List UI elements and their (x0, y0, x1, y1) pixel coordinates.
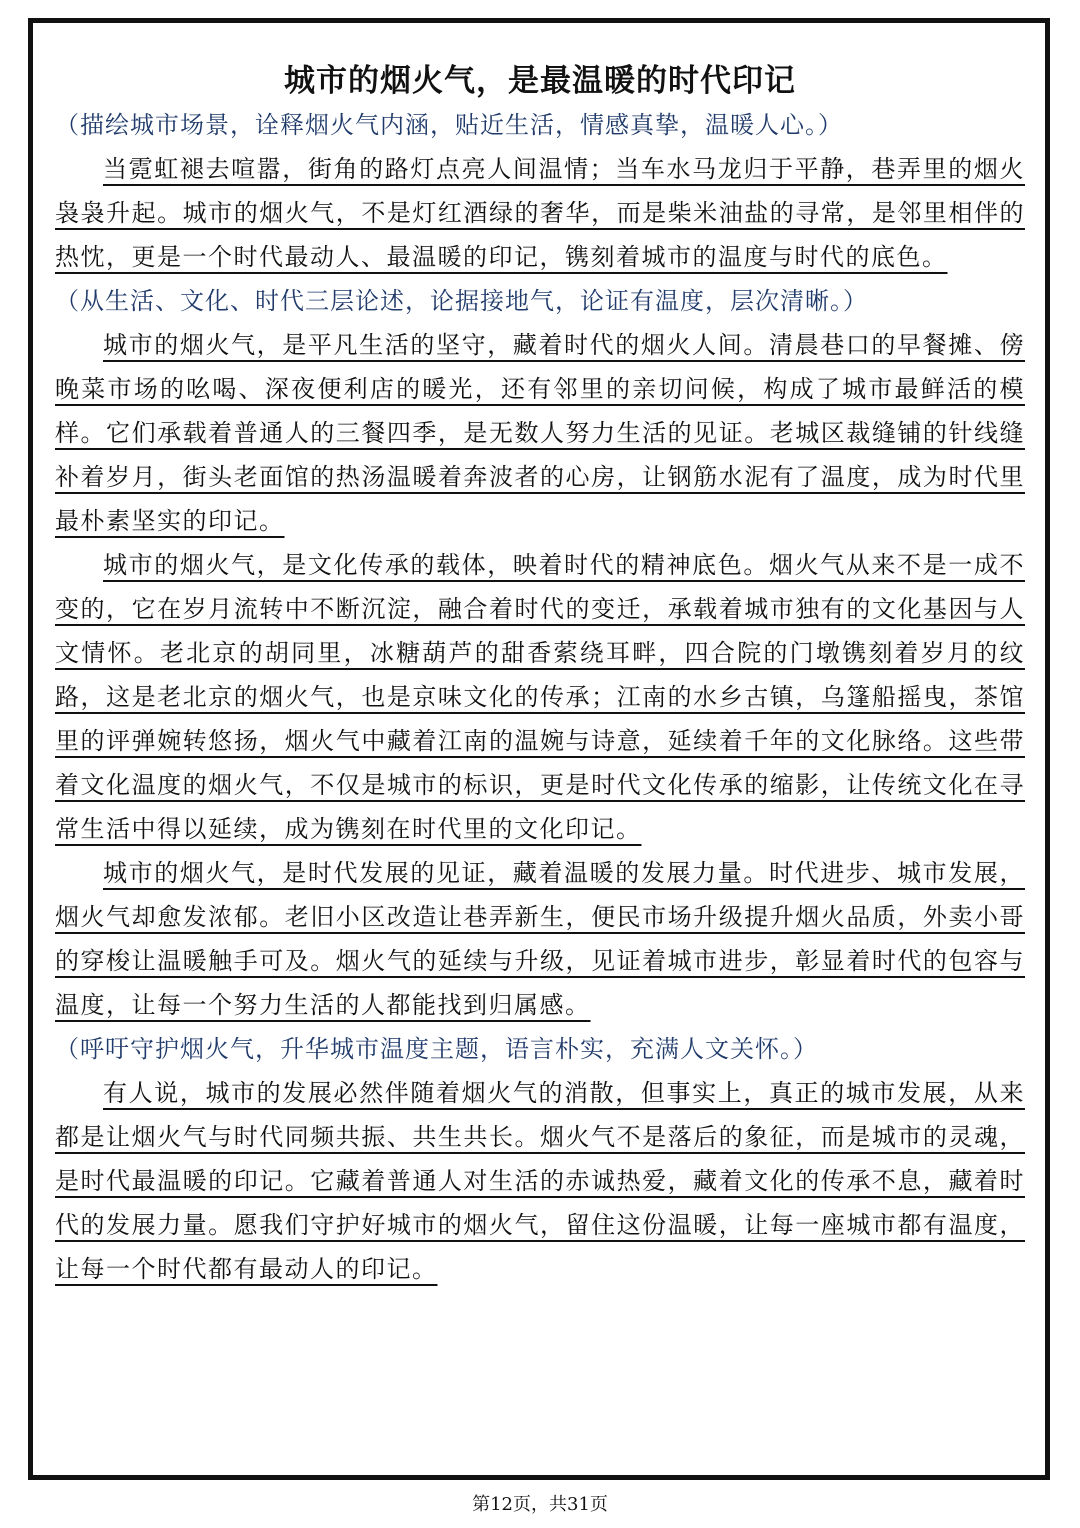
paragraph-culture (55, 543, 1025, 851)
paragraph-life (55, 323, 1025, 543)
paragraph-intro (55, 147, 1025, 279)
paragraph-era-text: 城市的烟火气，是时代发展的见证，藏着温暖的发展力量。时代进步、城市发展，烟火气却愈发浓郁。老旧小区改造让巷弄新生，便民市场升级提升烟火品质，外卖小哥的穿梭让温暖触手可及。烟火气的延续与升级，见证着城市进步，彰显着时代的包容与温度，让每一个努力生活的人都能找到归属感。 (55, 859, 1025, 1019)
paragraph-culture-text: 城市的烟火气，是文化传承的载体，映着时代的精神底色。烟火气从来不是一成不变的，它在岁月流转中不断沉淀，融合着时代的变迁，承载着城市独有的文化基因与人文情怀。老北京的胡同里，冰糖葫芦的甜香萦绕耳畔，四合院的门墩镌刻着岁月的纹路，这是老北京的烟火气，也是京味文化的传承；江南的水乡古镇，乌篷船摇曳，茶馆里的评弹婉转悠扬，烟火气中藏着江南的温婉与诗意，延续着千年的文化脉络。这些带着文化温度的烟火气，不仅是城市的标识，更是时代文化传承的缩影，让传统文化在寻常生活中得以延续，成为镌刻在时代里的文化印记。 (55, 551, 1025, 843)
paragraph-conclusion (55, 1071, 1025, 1291)
page-number: 第12页，共31页 (472, 1494, 608, 1515)
paragraph-life-text: 城市的烟火气，是平凡生活的坚守，藏着时代的烟火人间。清晨巷口的早餐摊、傍晚菜市场的吆喝、深夜便利店的暖光，还有邻里的亲切问候，构成了城市最鲜活的模样。它们承载着普通人的三餐四季，是无数人努力生活的见证。老城区裁缝铺的针线缝补着岁月，街头老面馆的热汤温暖着奔波者的心房，让钢筋水泥有了温度，成为时代里最朴素坚实的印记。 (55, 331, 1025, 535)
essay-content (55, 59, 1025, 1291)
page-frame (28, 18, 1050, 1480)
annotation-body: （从生活、文化、时代三层论述，论据接地气，论证有温度，层次清晰。） (55, 287, 868, 315)
paragraph-conclusion-text: 有人说，城市的发展必然伴随着烟火气的消散，但事实上，真正的城市发展，从来都是让烟火气与时代同频共振、共生共长。烟火气不是落后的象征，而是城市的灵魂，是时代最温暖的印记。它藏着普通人对生活的赤诚热爱，藏着文化的传承不息，藏着时代的发展力量。愿我们守护好城市的烟火气，留住这份温暖，让每一座城市都有温度，让每一个时代都有最动人的印记。 (55, 1079, 1025, 1283)
essay-title: 城市的烟火气，是最温暖的时代印记 (284, 63, 796, 99)
paragraph-era (55, 851, 1025, 1027)
paragraph-intro-text: 当霓虹褪去喧嚣，街角的路灯点亮人间温情；当车水马龙归于平静，巷弄里的烟火袅袅升起。城市的烟火气，不是灯红酒绿的奢华，而是柴米油盐的寻常，是邻里相伴的热忱，更是一个时代最动人、最温暖的印记，镌刻着城市的温度与时代的底色。 (55, 155, 1025, 271)
annotation-conclusion: （呼吁守护烟火气，升华城市温度主题，语言朴实，充满人文关怀。） (55, 1035, 818, 1063)
annotation-intro: （描绘城市场景，诠释烟火气内涵，贴近生活，情感真挚，温暖人心。） (55, 111, 843, 139)
